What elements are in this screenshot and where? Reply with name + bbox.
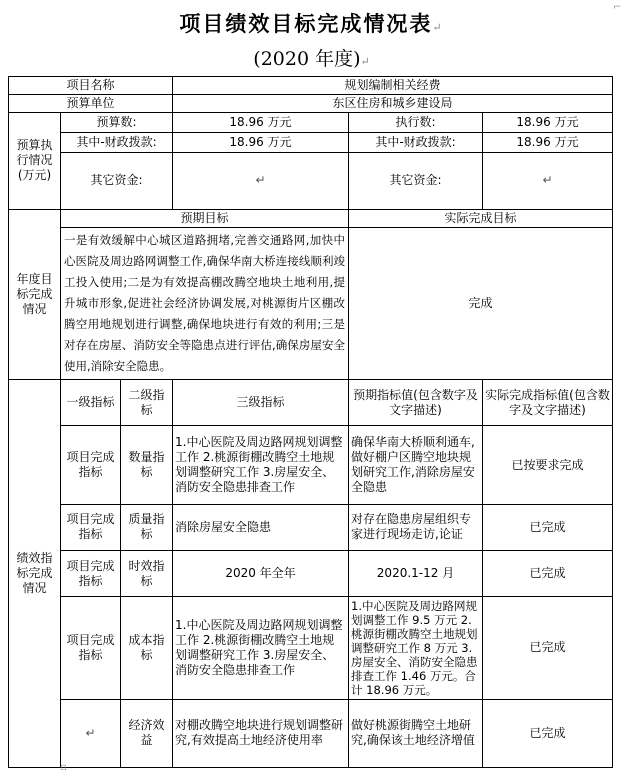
- row1-level1: 项目完成指标: [61, 426, 121, 504]
- row3-level3: 2020 年全年: [173, 550, 349, 596]
- indicator-row: [9, 699, 613, 767]
- col-actual-header: 实际完成指标值(包含数字及文字描述): [483, 380, 613, 426]
- row4-level3: 1.中心医院及周边路网规划调整工作 2.桃源街棚改腾空土地规划调整研究工作 3.房屋安全、消防安全隐患排查工作: [173, 597, 349, 699]
- other-label-2: 其它资金:: [349, 153, 483, 209]
- goal-header-row: [9, 209, 613, 227]
- row1-actual: 已按要求完成: [483, 426, 613, 504]
- project-name-row: [9, 77, 613, 95]
- row1-level2: 数量指标: [121, 426, 173, 504]
- exec-amount-value: 18.96 万元: [483, 113, 613, 133]
- row5-level2: 经济效益: [121, 699, 173, 767]
- corner-mark-top: ⌐: [613, 2, 622, 13]
- paragraph-mark-icon: ↵: [360, 55, 370, 68]
- row3-level2: 时效指标: [121, 550, 173, 596]
- budget-section-label: 预算执行情况(万元): [9, 113, 61, 209]
- row4-actual: 已完成: [483, 597, 613, 699]
- indicator-row: [9, 597, 613, 699]
- expected-goal-header: 预期目标: [61, 209, 349, 227]
- row5-level1: ↵: [61, 699, 121, 767]
- other-value-2: ↵: [483, 153, 613, 209]
- row2-actual: 已完成: [483, 504, 613, 550]
- project-name-label: 项目名称: [9, 77, 173, 95]
- row5-actual: 已完成: [483, 699, 613, 767]
- fiscal-value-2: 18.96 万元: [483, 133, 613, 153]
- row4-level2: 成本指标: [121, 597, 173, 699]
- row3-actual: 已完成: [483, 550, 613, 596]
- fiscal-row: [9, 133, 613, 153]
- expected-goal-text: 一是有效缓解中心城区道路拥堵,完善交通路网,加快中心医院及周边路网调整工作,确保华南大桥连接线顺利竣工投入使用;二是为有效提高棚改腾空地块土地利用,提升城市形象,促进社会经济协调发展,对桃源街片区棚改腾空用地规划进行调整,确保地块进行有效的利用;三是对存在房屋、消防安全等隐患点进行评估,确保房屋安全使用,消除安全隐患。: [61, 227, 349, 380]
- row3-expected: 2020.1-12 月: [349, 550, 483, 596]
- paragraph-mark-icon: ↵: [432, 21, 444, 34]
- unit-label: 预算单位: [9, 95, 173, 113]
- indicator-header-row: [9, 380, 613, 426]
- row5-expected: 做好桃源街腾空土地研究,确保该土地经济增值: [349, 699, 483, 767]
- page-subtitle: (2020 年度)↵: [253, 48, 370, 70]
- other-value-1: ↵: [173, 153, 349, 209]
- row5-level3: 对棚改腾空地块进行规划调整研究,有效提高土地经济使用率: [173, 699, 349, 767]
- page-title: 项目绩效目标完成情况表↵: [179, 11, 444, 36]
- other-funds-row: [9, 153, 613, 209]
- row1-level3: 1.中心医院及周边路网规划调整工作 2.桃源街棚改腾空土地规划调整研究工作 3.房屋安全、消防安全隐患排查工作: [173, 426, 349, 504]
- row2-expected: 对存在隐患房屋组织专家进行现场走访,论证: [349, 504, 483, 550]
- perf-section-label: 绩效指标完成情况: [9, 380, 61, 768]
- row4-expected: 1.中心医院及周边路网规划调整工作 9.5 万元 2.桃源街棚改腾空土地规划调整研究工作 8 万元 3.房屋安全、消防安全隐患排查工作 1.46 万元。合计 18.96 万元。: [349, 597, 483, 699]
- goal-text-row: [9, 227, 613, 380]
- row2-level1: 项目完成指标: [61, 504, 121, 550]
- annual-section-label: 年度目标完成情况: [9, 209, 61, 380]
- col-level3-header: 三级指标: [173, 380, 349, 426]
- unit-row: [9, 95, 613, 113]
- indicator-row: [9, 426, 613, 504]
- corner-mark-bottom: ▫: [60, 762, 67, 773]
- other-label-1: 其它资金:: [61, 153, 173, 209]
- actual-goal-text: 完成: [349, 227, 613, 380]
- row4-level1: 项目完成指标: [61, 597, 121, 699]
- col-level1-header: 一级指标: [61, 380, 121, 426]
- fiscal-label-2: 其中-财政拨款:: [349, 133, 483, 153]
- fiscal-label-1: 其中-财政拨款:: [61, 133, 173, 153]
- unit-value: 东区住房和城乡建设局: [173, 95, 613, 113]
- budget-amount-value: 18.96 万元: [173, 113, 349, 133]
- performance-table: [8, 76, 613, 768]
- actual-goal-header: 实际完成目标: [349, 209, 613, 227]
- project-name-value: 规划编制相关经费: [173, 77, 613, 95]
- indicator-row: [9, 550, 613, 596]
- col-level2-header: 二级指标: [121, 380, 173, 426]
- row1-expected: 确保华南大桥顺利通车,做好棚户区腾空地块规划研究工作,消除房屋安全隐患: [349, 426, 483, 504]
- fiscal-value-1: 18.96 万元: [173, 133, 349, 153]
- row3-level1: 项目完成指标: [61, 550, 121, 596]
- row2-level2: 质量指标: [121, 504, 173, 550]
- row2-level3: 消除房屋安全隐患: [173, 504, 349, 550]
- exec-amount-label: 执行数:: [349, 113, 483, 133]
- col-expected-header: 预期指标值(包含数字及文字描述): [349, 380, 483, 426]
- indicator-row: [9, 504, 613, 550]
- budget-row: [9, 113, 613, 133]
- budget-amount-label: 预算数:: [61, 113, 173, 133]
